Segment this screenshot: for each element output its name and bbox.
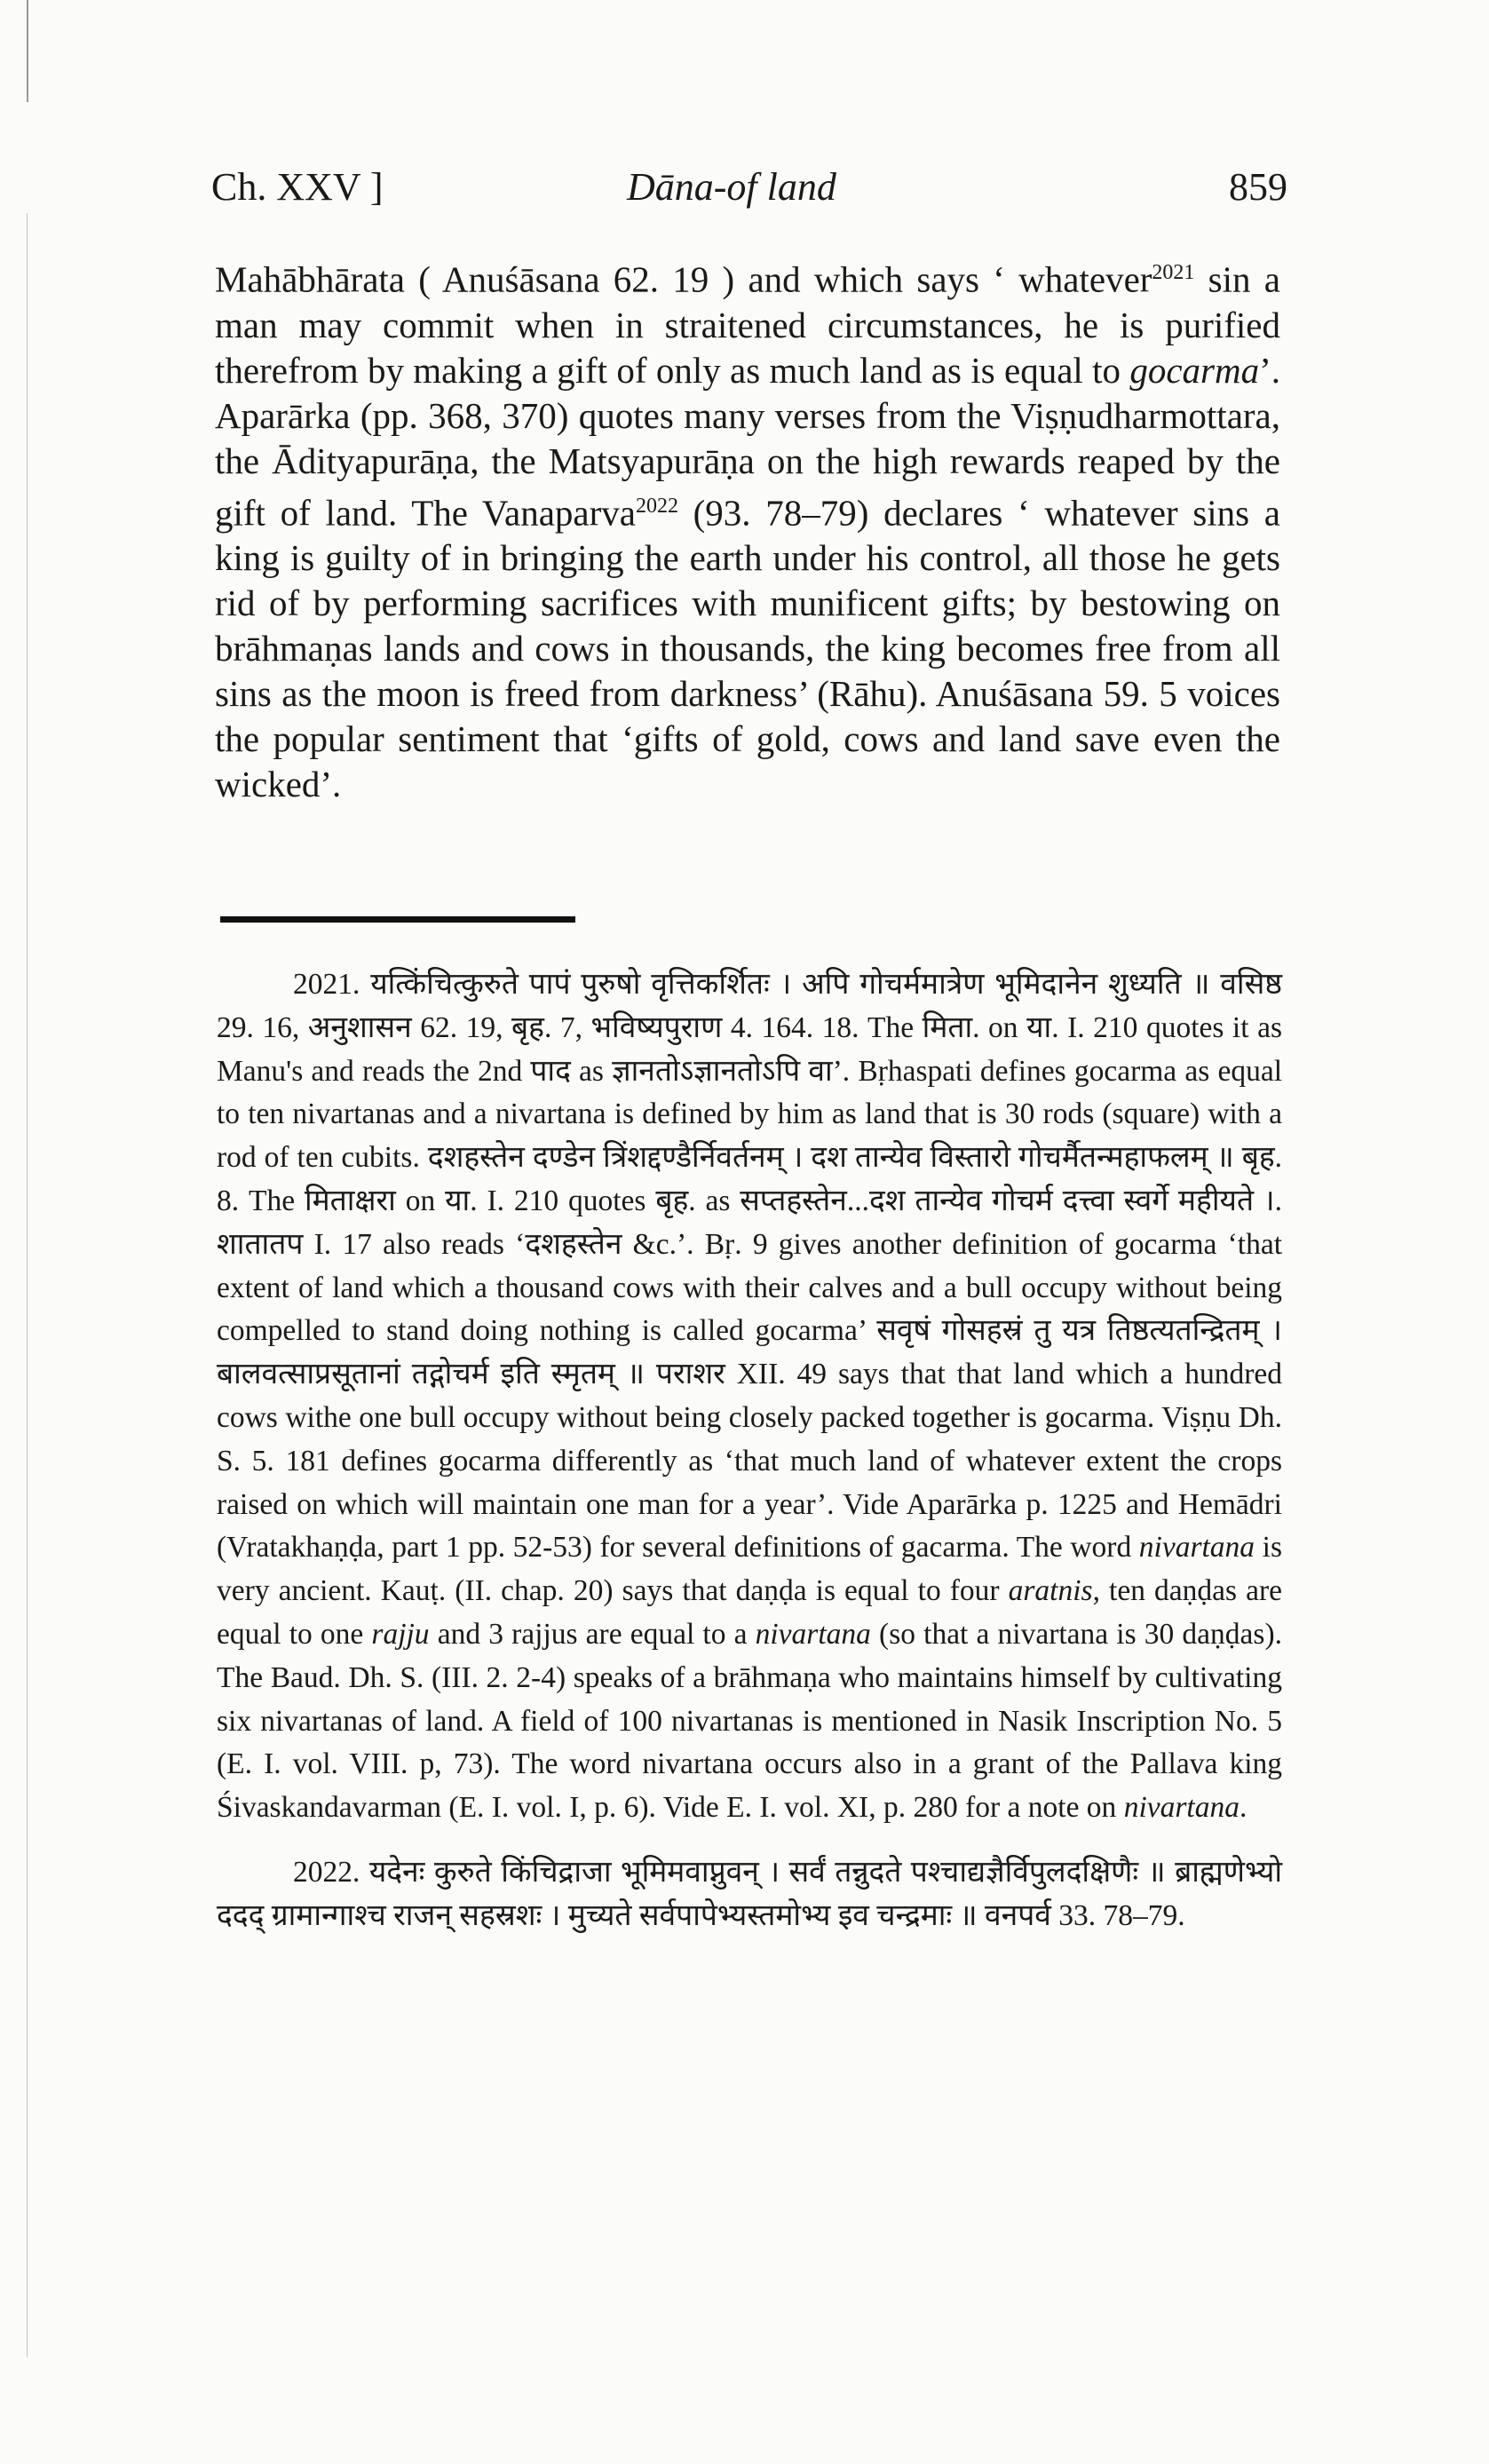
text-run: (93. 78–79) declares ‘ whatever sins a king is guilty of in bringing the earth under his control, all those he gets rid of by performing sacrifices with munificent gifts; by bestowing on brāhmaṇas lands and cows in thousands, the king becomes free from all sins as the moon is freed from darkness’ (Rāhu). Anuśāsana 59. 5 voices the popular sentiment that ‘gifts of gold, cows and land save even the wicked’. <box>215 492 1281 805</box>
text-run: ’. Aparārka (pp. 368, 370) quotes many verses from the Viṣṇudharmottara, the Ādityapurāṇa, the Matsyapurāṇa on the high rewards reaped by the gift of land. The Vanaparva <box>215 349 1280 534</box>
italic-term: gocarma <box>1129 349 1260 391</box>
footnote-text: . <box>1239 1791 1247 1825</box>
footnote-text: and 3 rajjus are equal to a <box>429 1617 756 1651</box>
footnote-text: is very ancient. Kauṭ. (II. chap. 20) says that daṇḍa is equal to four <box>217 1531 1282 1608</box>
footnote-separator <box>220 916 575 923</box>
running-header <box>211 164 1287 218</box>
footnote-ref-2021: 2021 <box>1152 261 1195 284</box>
footnote-2021 <box>217 963 1282 1830</box>
italic-term: rajju <box>371 1617 430 1651</box>
text-run: Mahābhārata ( Anuśāsana 62. 19 ) and which says ‘ whatever <box>215 258 1152 300</box>
italic-term: nivartana <box>755 1617 871 1651</box>
chapter-label: Ch. XXV ] <box>211 165 384 209</box>
main-paragraph <box>215 250 1280 807</box>
footnote-ref-2022: 2022 <box>635 494 678 518</box>
italic-term: nivartana <box>1123 1791 1240 1825</box>
footnote-text: , ten daṇḍas are equal to one <box>217 1574 1282 1651</box>
scan-edge-line <box>27 0 28 102</box>
main-text <box>215 250 1280 807</box>
italic-term: aratnis <box>1008 1574 1093 1608</box>
footnote-text: 2021. यत्किंचित्कुरुते पापं पुरुषो वृत्तिकर्शितः । अपि गोचर्ममात्रेण भूमिदानेन शुध्यति ॥ वसिष्ठ 29. 16, अनुशासन 62. 19, बृह. 7, भविष्यपुराण 4. 164. 18. The मिता. on या. I. 210 quotes it as Manu's and reads the 2nd पाद as ज्ञानतोऽज्ञानतोऽपि वा’. Bṛhaspati defines gocarma as equal to ten nivartanas and a nivartana is defined by him as land that is 30 rods (square) with a rod of ten cubits. दशहस्तेन दण्डेन त्रिंशद्दण्डैर्निवर्तनम् । दश तान्येव विस्तारो गोचर्मैतन्महाफलम् ॥ बृह. 8. The मिताक्षरा on या. I. 210 quotes बृह. as सप्तहस्तेन...दश तान्येव गोचर्म दत्त्वा स्वर्गे महीयते ।. शातातप I. 17 also reads ‘दशहस्तेन &c.’. Bṛ. 9 gives another definition of gocarma ‘that extent of land which a thousand cows with their calves and a bull occupy without being compelled to stand doing nothing is called gocarma’ सवृषं गोसहस्रं तु यत्र तिष्ठत्यतन्द्रितम् । बालवत्साप्रसूतानां तद्गोचर्म इति स्मृतम् ॥ पराशर XII. 49 says that that land which a hundred cows withe one bull occupy without being closely packed together is gocarma. Viṣṇu Dh. S. 5. 181 defines gocarma differently as ‘that much land of whatever extent the crops raised on which will maintain one man for a year’. Vide Aparārka p. 1225 and Hemādri (Vratakhaṇḍa, part 1 pp. 52-53) for several definitions of gacarma. The word <box>217 968 1282 1565</box>
footnote-2022: 2022. यदेनः कुरुते किंचिद्राजा भूमिमवाप्नुवन् । सर्वं तन्नुदते पश्चाद्यज्ञैर्विपुलदक्षिणैः ॥ ब्राह्मणेभ्यो ददद् ग्रामान्गाश्च राजन् सहस्रशः । मुच्यते सर्वपापेभ्यस्तमोभ्य इव चन्द्रमाः ॥ वनपर्व 33. 78–79. <box>217 1855 1282 1932</box>
footnotes <box>217 963 1282 1938</box>
italic-term: nivartana <box>1138 1531 1255 1565</box>
text-run: sin a man may commit when in straitened circumstances, he is purified therefrom by making a gift of only as much land as is equal to <box>215 258 1280 391</box>
page-number: 859 <box>1229 165 1287 209</box>
running-title: Dāna-of land <box>627 165 836 209</box>
footnote-text: (so that a nivartana is 30 daṇḍas). The Baud. Dh. S. (III. 2. 2-4) speaks of a brāhmaṇa who maintains himself by cultivating six nivartanas of land. A field of 100 nivartanas is mentioned in Nasik Inscription No. 5 (E. I. vol. VIII. p, 73). The word nivartana occurs also in a grant of the Pallava king Śivaskandavarman (E. I. vol. I, p. 6). Vide E. I. vol. XI, p. 280 for a note on <box>217 1617 1282 1825</box>
scan-margin-line <box>27 213 28 2357</box>
